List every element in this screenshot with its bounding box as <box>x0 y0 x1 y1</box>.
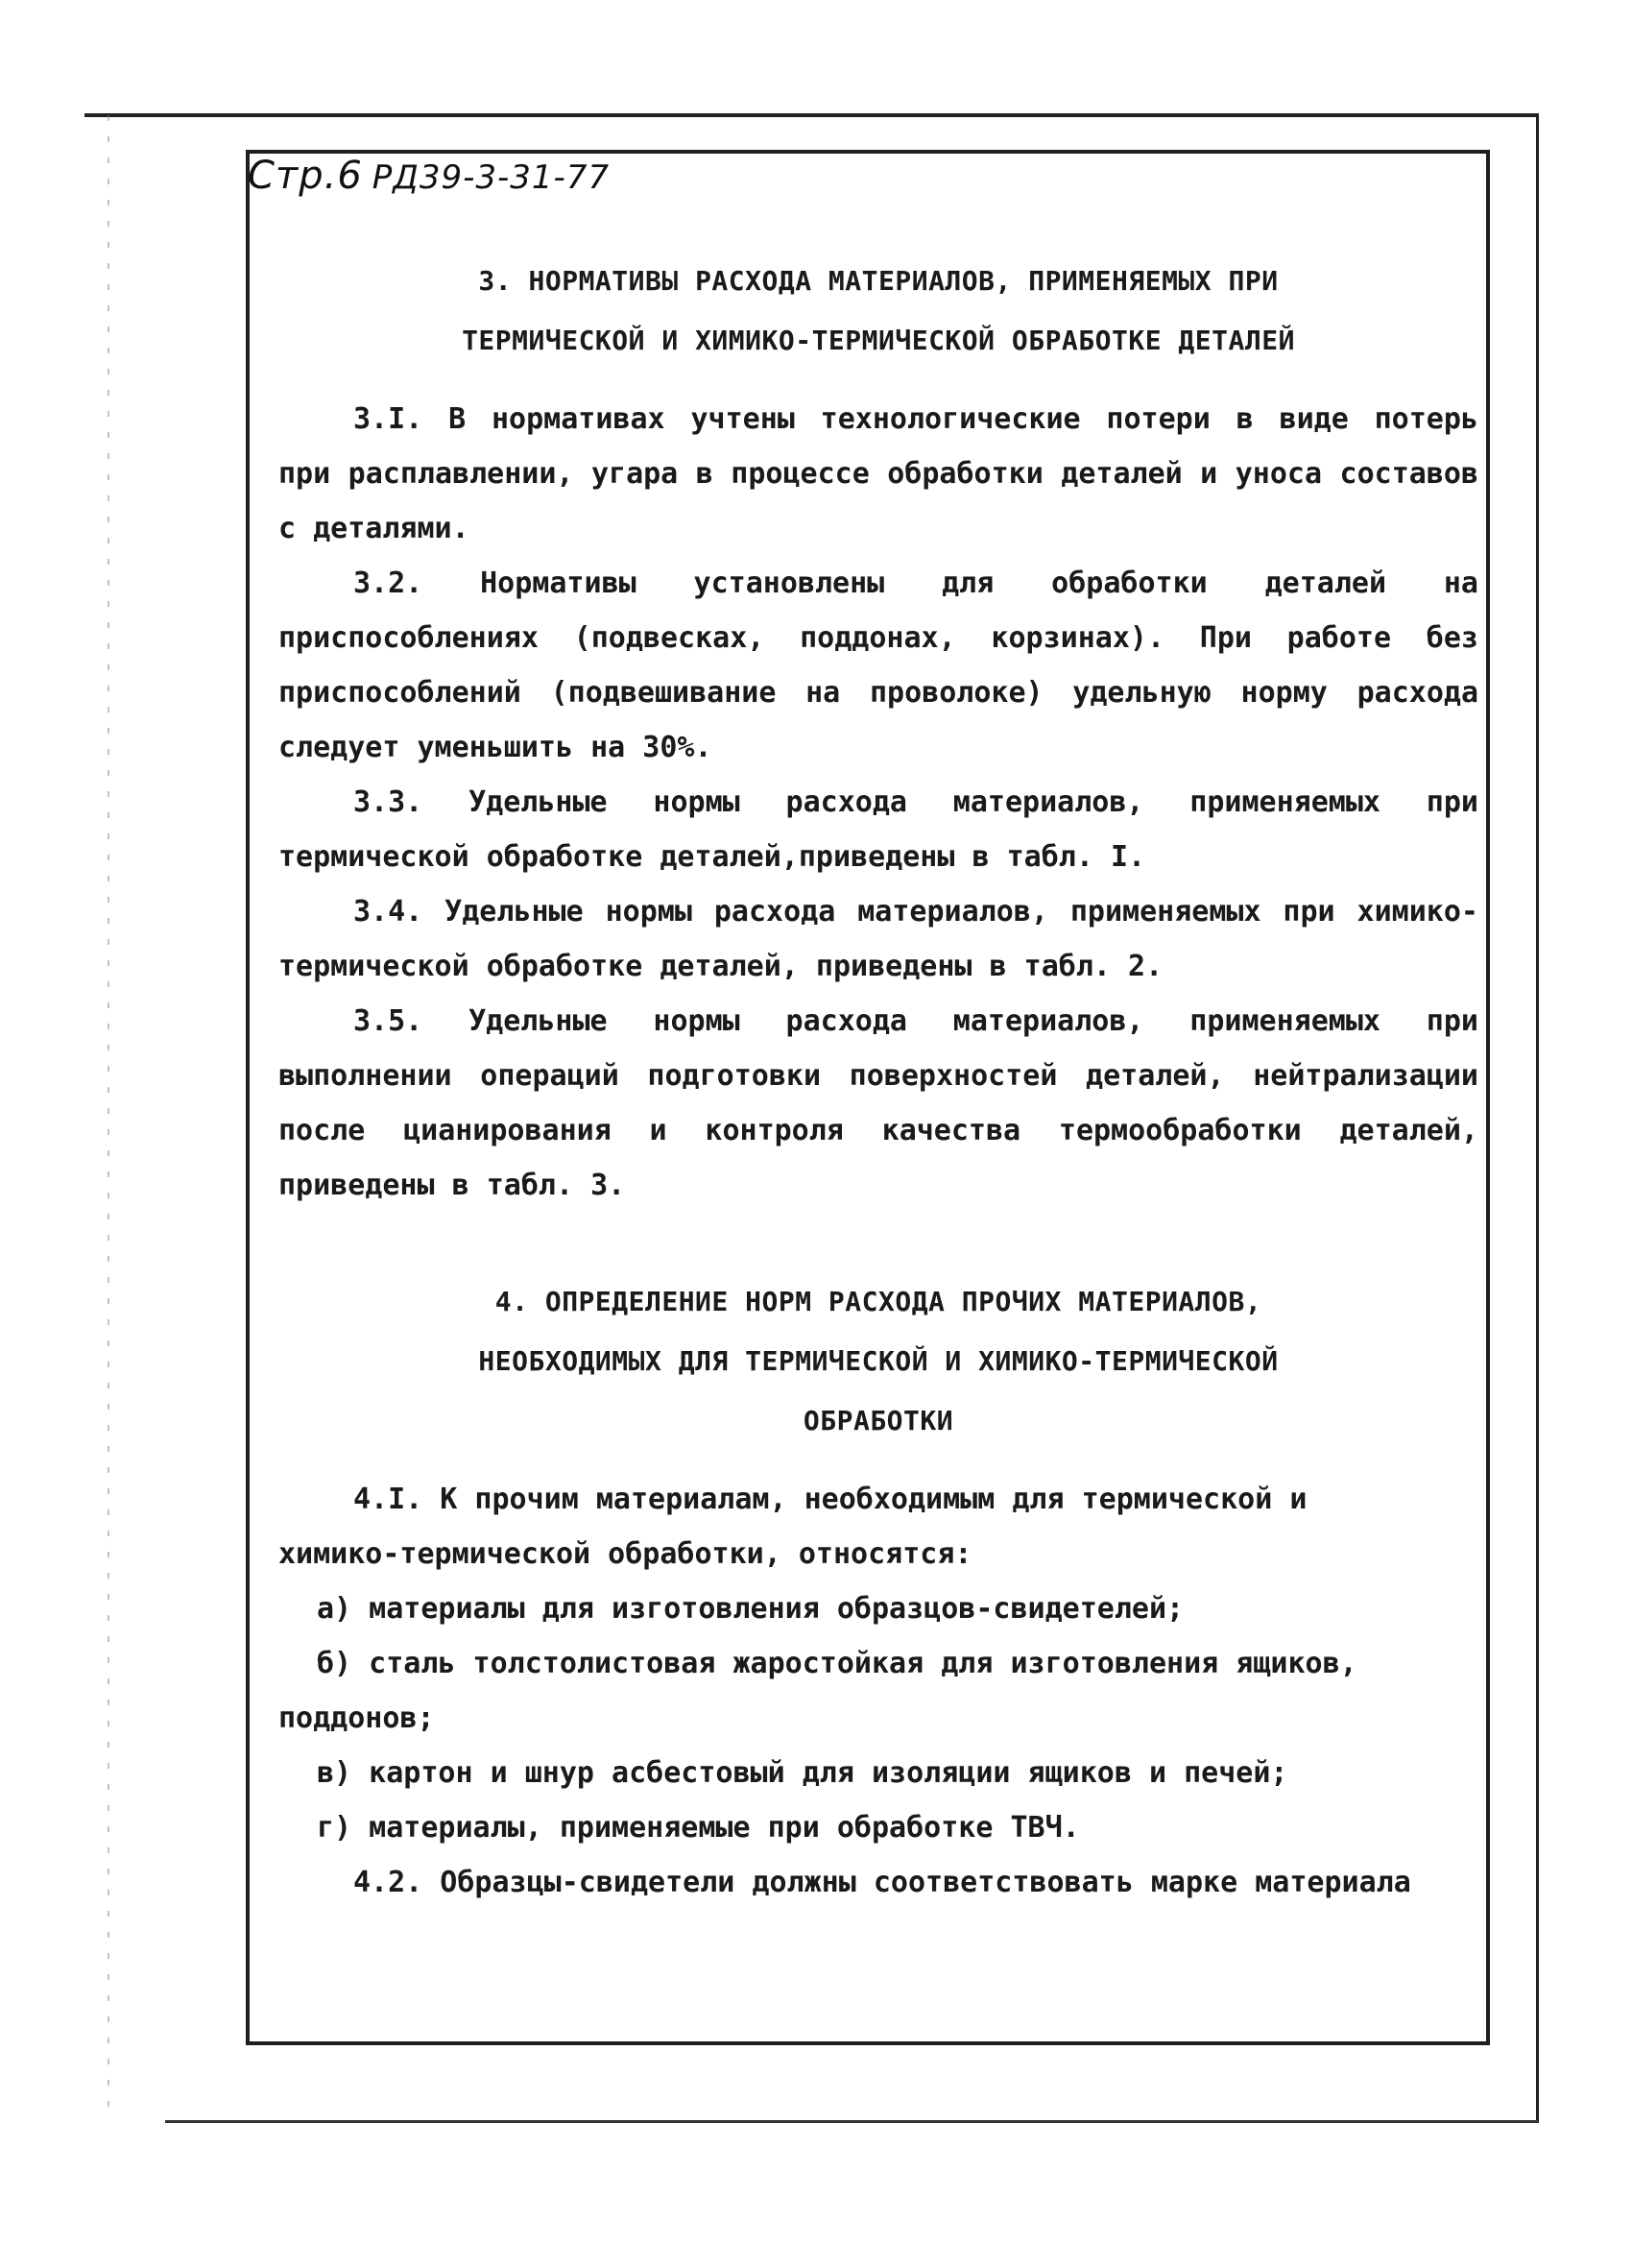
section-4-heading-line: 4. ОПРЕДЕЛЕНИЕ НОРМ РАСХОДА ПРОЧИХ МАТЕРИАЛОВ, <box>494 1286 1262 1317</box>
scan-border-top <box>84 113 1539 117</box>
list-item-v: в) картон и шнур асбестовый для изоляции ящиков и печей; <box>317 1756 1288 1790</box>
paragraph-4-2: 4.2. Образцы-свидетели должны соответствовать марке материала <box>353 1866 1411 1899</box>
section-4-heading-line: ОБРАБОТКИ <box>803 1405 954 1436</box>
paragraph-4-1: 4.I. К прочим материалам, необходимым для термической и <box>353 1483 1308 1516</box>
paragraph-3-1: 3.I. В нормативах учтены технологические потери в виде потерь при расплавлении, угара в процессе обработки деталей и уноса составов с деталями. <box>278 402 1478 545</box>
paragraph-3-2: 3.2. Нормативы установлены для обработки деталей на приспособлениях (подвесках, поддонах, корзинах). При работе без приспособлений (подвешивание на проволоке) удельную норму расхода следует уменьшить на 30%. <box>278 567 1478 764</box>
paragraph-3-3: 3.3. Удельные нормы расхода материалов, применяемых при термической обработке деталей,приведены в табл. I. <box>278 785 1478 874</box>
section-3-heading-line: ТЕРМИЧЕСКОЙ И ХИМИКО-ТЕРМИЧЕСКОЙ ОБРАБОТКЕ ДЕТАЛЕЙ <box>462 325 1295 356</box>
document-body <box>278 252 1478 1910</box>
list-item-g: г) материалы, применяемые при обработке ТВЧ. <box>317 1811 1080 1845</box>
section-4-heading-line: НЕОБХОДИМЫХ ДЛЯ ТЕРМИЧЕСКОЙ И ХИМИКО-ТЕРМИЧЕСКОЙ <box>478 1345 1279 1377</box>
scan-edge-left <box>108 115 109 2122</box>
section-4-heading <box>278 1272 1478 1451</box>
scan-border-bottom <box>165 2120 1538 2123</box>
list-item-a: а) материалы для изготовления образцов-свидетелей; <box>317 1592 1185 1626</box>
page-number-label: Стр.6 <box>248 154 363 198</box>
section-3-heading <box>278 252 1478 371</box>
paragraph-4-1-continuation: химико-термической обработки, относятся: <box>278 1537 972 1571</box>
paragraph-3-5: 3.5. Удельные нормы расхода материалов, применяемых при выполнении операций подготовки поверхностей деталей, нейтрализации после цианирования и контроля качества термообработки деталей, приведены в табл. 3. <box>278 1004 1478 1202</box>
section-3-heading-line: 3. НОРМАТИВЫ РАСХОДА МАТЕРИАЛОВ, ПРИМЕНЯЕМЫХ ПРИ <box>478 265 1279 297</box>
document-code: РД39-3-31-77 <box>372 158 611 197</box>
page-header <box>248 154 610 198</box>
scan-border-right <box>1536 113 1539 2123</box>
paragraph-3-4: 3.4. Удельные нормы расхода материалов, применяемых при химико-термической обработке деталей, приведены в табл. 2. <box>278 895 1478 983</box>
list-item-b: б) сталь толстолистовая жаростойкая для изготовления ящиков, поддонов; <box>278 1647 1357 1735</box>
